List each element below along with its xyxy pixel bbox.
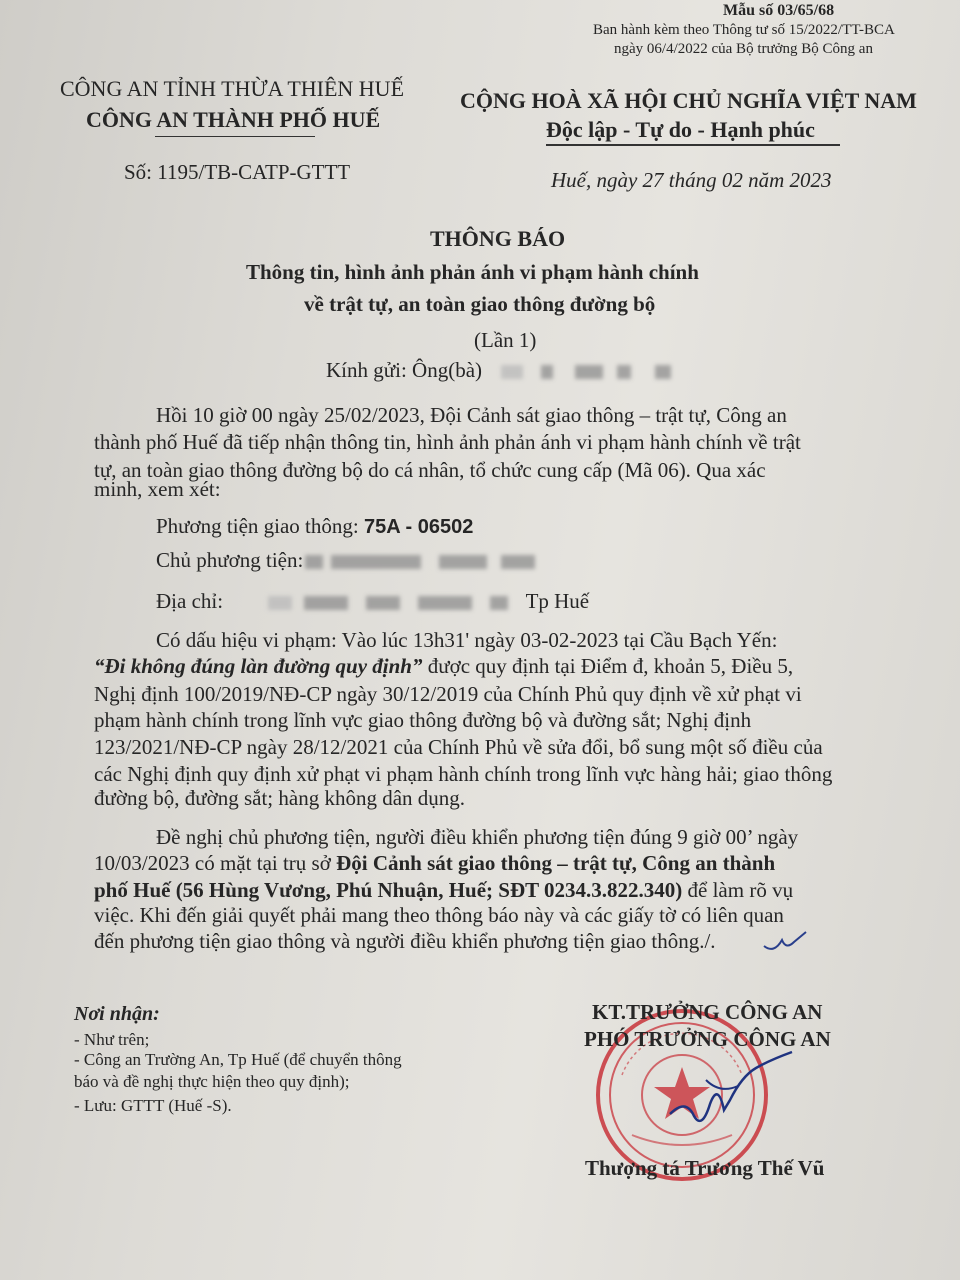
signer-title-1: KT.TRƯỞNG CÔNG AN: [592, 1000, 823, 1024]
owner-line: [156, 548, 539, 573]
doc-subtitle-1: Thông tin, hình ảnh phản ánh vi phạm hành chính: [246, 260, 699, 284]
violation-name: “Đi không đúng làn đường quy định”: [94, 654, 423, 678]
doc-subtitle-2: về trật tự, an toàn giao thông đường bộ: [304, 292, 656, 316]
form-ref-line2: ngày 06/4/2022 của Bộ trưởng Bộ Công an: [614, 41, 873, 57]
license-plate: 75A - 06502: [363, 516, 474, 538]
para1-line: Hồi 10 giờ 00 ngày 25/02/2023, Đội Cảnh sát giao thông – trật tự, Công an: [156, 403, 787, 427]
redacted-name: [575, 365, 603, 379]
para2-line: Có dấu hiệu vi phạm: Vào lúc 13h31' ngày 03-02-2023 tại Cầu Bạch Yến:: [156, 628, 778, 652]
recipient-label: Kính gửi: Ông(bà): [326, 358, 483, 382]
redacted-owner: [501, 555, 535, 569]
unit-name: CÔNG AN THÀNH PHỐ HUẾ: [86, 107, 381, 132]
para1-line: tự, an toàn giao thông đường bộ do cá nhân, tổ chức cung cấp (Mã 06). Qua xác: [94, 458, 766, 482]
para2-line: đường bộ, đường sắt; hàng không dân dụng.: [94, 786, 466, 810]
office-address: phố Huế (56 Hùng Vương, Phú Nhuận, Huế; SĐT 0234.3.822.340): [94, 878, 683, 902]
document-number: Số: 1195/TB-CATP-GTTT: [124, 160, 351, 184]
place-date: Huế, ngày 27 tháng 02 năm 2023: [551, 168, 832, 192]
redacted-address: [418, 596, 472, 610]
owner-label: Chủ phương tiện:: [156, 548, 304, 572]
redacted-owner: [439, 555, 487, 569]
redacted-name: [541, 365, 553, 379]
redacted-address: [304, 596, 348, 610]
signer-title-2: PHÓ TRƯỞNG CÔNG AN: [584, 1027, 831, 1051]
recipients-heading: Nơi nhận:: [74, 1003, 160, 1025]
para1-line: minh, xem xét:: [94, 477, 221, 501]
signer-name: Thượng tá Trương Thế Vũ: [585, 1156, 825, 1180]
para3-line: đến phương tiện giao thông và người điều khiển phương tiện giao thông./.: [94, 929, 716, 953]
redacted-address: [366, 596, 400, 610]
para3-line: việc. Khi đến giải quyết phải mang theo thông báo này và các giấy tờ có liên quan: [94, 903, 784, 927]
address-label: Địa chỉ:: [156, 589, 224, 613]
motto: Độc lập - Tự do - Hạnh phúc: [546, 117, 815, 142]
form-ref-line1: Ban hành kèm theo Thông tư số 15/2022/TT-BCA: [593, 22, 895, 38]
handwritten-signature: [660, 1040, 800, 1130]
recipient-line: [326, 358, 675, 383]
round-label: (Lần 1): [474, 328, 537, 352]
address-line: [156, 589, 589, 614]
para3-line: [94, 878, 793, 903]
office-name: Đội Cảnh sát giao thông – trật tự, Công an thành: [336, 851, 776, 875]
form-code: Mẫu số 03/65/68: [723, 2, 835, 19]
para2-line: [94, 654, 793, 679]
recipient-item: - Lưu: GTTT (Huế -S).: [74, 1096, 232, 1115]
para2-line: Nghị định 100/2019/NĐ-CP ngày 30/12/2019 của Chính Phủ quy định về xử phạt vi: [94, 682, 802, 706]
doc-title: THÔNG BÁO: [430, 226, 566, 251]
motto-underline: [546, 144, 840, 146]
redacted-name: [617, 365, 631, 379]
para2-line: các Nghị định quy định xử phạt vi phạm hành chính trong lĩnh vực hàng hải; giao thông: [94, 762, 833, 786]
redacted-name: [655, 365, 671, 379]
violation-rest: được quy định tại Điểm đ, khoản 5, Điều 5,: [422, 654, 794, 678]
para3-line: Đề nghị chủ phương tiện, người điều khiển phương tiện đúng 9 giờ 00’ ngày: [156, 825, 799, 849]
para1-line: thành phố Huế đã tiếp nhận thông tin, hình ảnh phản ánh vi phạm hành chính về trật: [94, 430, 801, 454]
address-city: Tp Huế: [525, 589, 590, 613]
recipient-item: - Công an Trường An, Tp Huế (để chuyển thông: [74, 1050, 402, 1069]
unit-underline: [155, 136, 315, 137]
vehicle-label: Phương tiện giao thông:: [156, 514, 359, 538]
recipient-item: báo và đề nghị thực hiện theo quy định);: [74, 1072, 350, 1091]
para2-line: phạm hành chính trong lĩnh vực giao thông đường bộ và đường sắt; Nghị định: [94, 708, 752, 732]
redacted-owner: [305, 555, 323, 569]
para3-text: để làm rõ vụ: [682, 878, 794, 902]
redacted-owner: [331, 555, 421, 569]
para2-line: 123/2021/NĐ-CP ngày 28/12/2021 của Chính Phủ về sửa đổi, bổ sung một số điều của: [94, 735, 823, 759]
para3-line: [94, 851, 775, 876]
initial-mark: [760, 928, 810, 956]
nation-title: CỘNG HOÀ XÃ HỘI CHỦ NGHĨA VIỆT NAM: [460, 88, 917, 113]
agency-name: CÔNG AN TỈNH THỪA THIÊN HUẾ: [60, 76, 405, 101]
vehicle-line: [156, 514, 473, 539]
para3-text: 10/03/2023 có mặt tại trụ sở: [94, 851, 337, 875]
redacted-address: [268, 596, 292, 610]
redacted-name: [501, 365, 523, 379]
recipient-item: - Như trên;: [74, 1030, 150, 1049]
redacted-address: [490, 596, 508, 610]
